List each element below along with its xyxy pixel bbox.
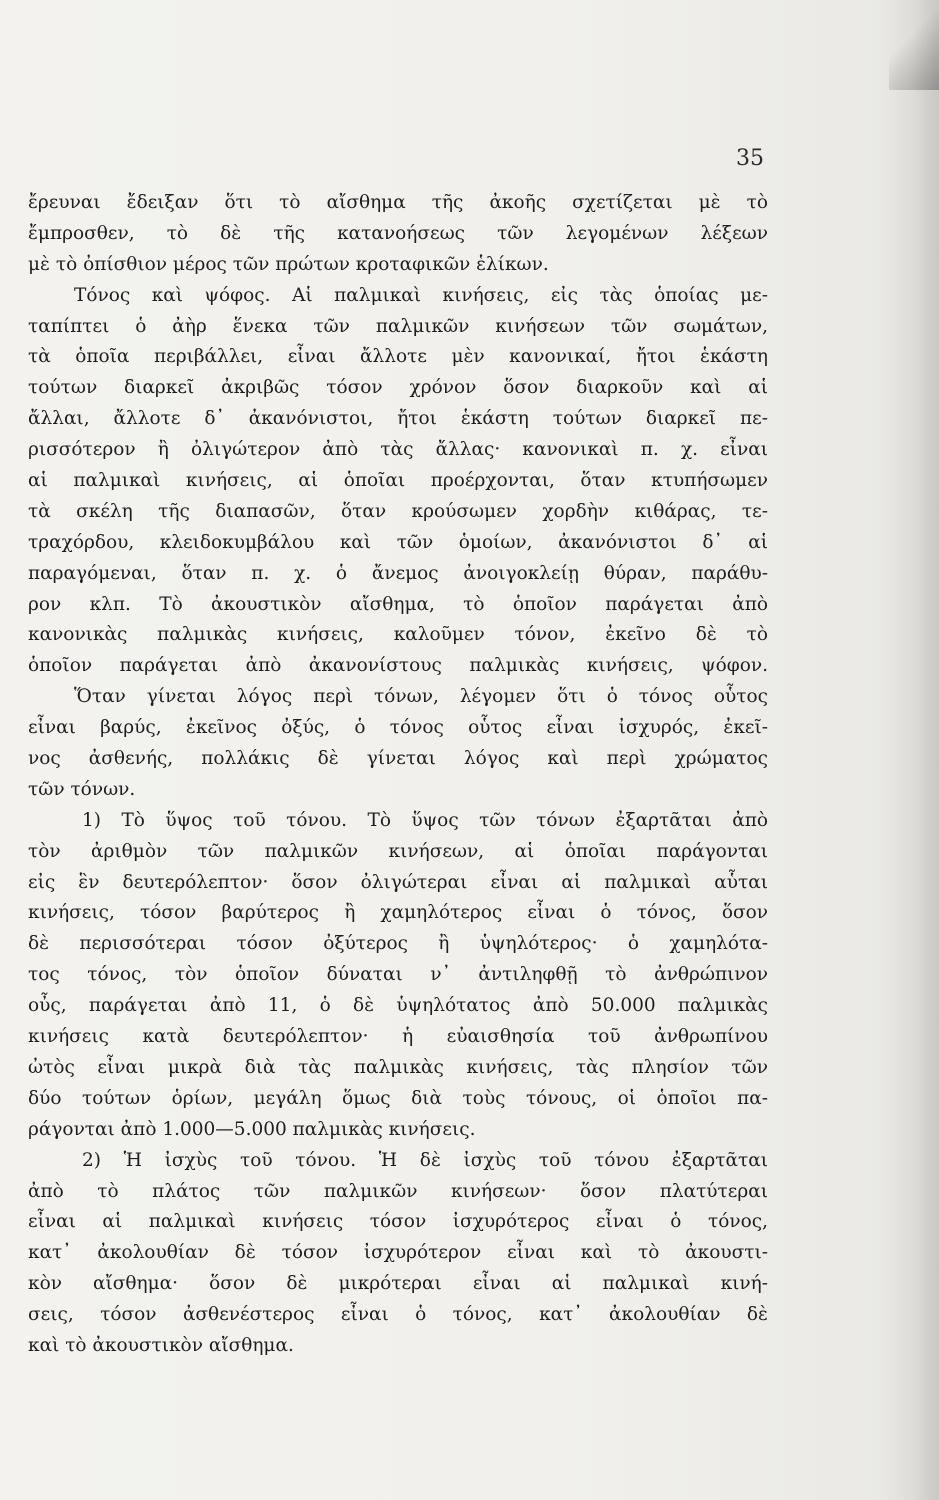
text-line: τὸν ἀριθμὸν τῶν παλμικῶν κινήσεων, αἱ ὁποῖαι παράγονται xyxy=(28,840,768,862)
text-line: δὲ περισσότεραι τόσον ὀξύτερος ἢ ὑψηλότερος· ὁ χαμηλότα- xyxy=(28,933,768,955)
text-line: νος ἀσθενής, πολλάκις δὲ γίνεται λόγος καὶ περὶ χρώματος xyxy=(28,748,768,770)
text-line: ρισσότερον ἢ ὀλιγώτερον ἀπὸ τὰς ἄλλας· κανονικαὶ π. χ. εἶναι xyxy=(28,439,768,461)
text-line: τούτων διαρκεῖ ἀκριβῶς τόσον χρόνον ὅσον διαρκοῦν καὶ αἱ xyxy=(28,377,768,399)
page-number: 35 xyxy=(736,146,764,171)
text-line: σεις, τόσον ἀσθενέστερος εἶναι ὁ τόνος, κατ᾽ ἀκολουθίαν δὲ xyxy=(28,1304,768,1326)
text-line: κανονικὰς παλμικὰς κινήσεις, καλοῦμεν τόνον, ἐκεῖνο δὲ τὸ xyxy=(28,624,768,646)
text-line: ταπίπτει ὁ ἀὴρ ἕνεκα τῶν παλμικῶν κινήσεων τῶν σωμάτων, xyxy=(28,315,768,337)
text-line: ἀπὸ τὸ πλάτος τῶν παλμικῶν κινήσεων· ὅσον πλατύτεραι xyxy=(28,1180,768,1202)
text-line: κινήσεις κατὰ δευτερόλεπτον· ἡ εὐαισθησία τοῦ ἀνθρωπίνου xyxy=(28,1026,768,1048)
page-corner-shadow xyxy=(889,0,939,90)
text-line: εἶναι βαρύς, ἐκεῖνος ὀξύς, ὁ τόνος οὗτος εἶναι ἰσχυρός, ἐκεῖ- xyxy=(28,717,768,739)
text-line: μὲ τὸ ὀπίσθιον μέρος τῶν πρώτων κροταφικῶν ἑλίκων. xyxy=(28,253,549,275)
text-line: καὶ τὸ ἀκουστικὸν αἴσθημα. xyxy=(28,1334,294,1356)
text-line: Τόνος καὶ ψόφος. Αἱ παλμικαὶ κινήσεις, εἰς τὰς ὁποίας με- xyxy=(74,284,768,306)
text-line: παραγόμεναι, ὅταν π. χ. ὁ ἄνεμος ἀνοιγοκλείῃ θύραν, παράθυ- xyxy=(28,562,768,584)
text-line: οὖς, παράγεται ἀπὸ 11, ὁ δὲ ὑψηλότατος ἀπὸ 50.000 παλμικὰς xyxy=(28,995,768,1017)
text-line: 1) Τὸ ὕψος τοῦ τόνου. Τὸ ὕψος τῶν τόνων ἐξαρτᾶται ἀπὸ xyxy=(82,809,768,831)
page-edge-shadow xyxy=(879,0,939,1500)
text-line: κινήσεις, τόσον βαρύτερος ἢ χαμηλότερος εἶναι ὁ τόνος, ὅσον xyxy=(28,902,768,924)
text-line: ράγονται ἀπὸ 1.000—5.000 παλμικὰς κινήσεις. xyxy=(28,1118,476,1140)
text-line: τῶν τόνων. xyxy=(28,778,136,800)
text-line: τὰ ὁποῖα περιβάλλει, εἶναι ἄλλοτε μὲν κανονικαί, ἤτοι ἑκάστη xyxy=(28,346,768,368)
text-line: αἱ παλμικαὶ κινήσεις, αἱ ὁποῖαι προέρχονται, ὅταν κτυπήσωμεν xyxy=(28,470,768,492)
text-line: κατ᾽ ἀκολουθίαν δὲ τόσον ἰσχυρότερον εἶναι καὶ τὸ ἀκουστι- xyxy=(28,1242,768,1264)
text-line: τος τόνος, τὸν ὁποῖον δύναται ν᾽ ἀντιληφθῇ τὸ ἀνθρώπινον xyxy=(28,964,768,986)
text-line: εἶναι αἱ παλμικαὶ κινήσεις τόσον ἰσχυρότερος εἶναι ὁ τόνος, xyxy=(28,1211,768,1233)
text-line: ὠτὸς εἶναι μικρὰ διὰ τὰς παλμικὰς κινήσεις, τὰς πλησίον τῶν xyxy=(28,1056,768,1078)
text-line: δύο τούτων ὁρίων, μεγάλη ὅμως διὰ τοὺς τόνους, οἱ ὁποῖοι πα- xyxy=(28,1087,768,1109)
body-text xyxy=(28,188,768,1362)
text-line: ἔμπροσθεν, τὸ δὲ τῆς κατανοήσεως τῶν λεγομένων λέξεων xyxy=(28,222,768,244)
text-line: ὁποῖον παράγεται ἀπὸ ἀκανονίστους παλμικὰς κινήσεις, ψόφον. xyxy=(28,655,768,677)
text-line: ἄλλαι, ἄλλοτε δ᾽ ἀκανόνιστοι, ἤτοι ἑκάστη τούτων διαρκεῖ πε- xyxy=(28,408,768,430)
text-line: ἔρευναι ἔδειξαν ὅτι τὸ αἴσθημα τῆς ἀκοῆς σχετίζεται μὲ τὸ xyxy=(28,192,768,213)
text-line: 2) Ἡ ἰσχὺς τοῦ τόνου. Ἡ δὲ ἰσχὺς τοῦ τόνου ἐξαρτᾶται xyxy=(82,1149,768,1171)
text-line: κὸν αἴσθημα· ὅσον δὲ μικρότεραι εἶναι αἱ παλμικαὶ κινή- xyxy=(28,1273,768,1295)
text-line: τὰ σκέλη τῆς διαπασῶν, ὅταν κρούσωμεν χορδὴν κιθάρας, τε- xyxy=(28,500,768,522)
text-line: ρον κλπ. Τὸ ἀκουστικὸν αἴσθημα, τὸ ὁποῖον παράγεται ἀπὸ xyxy=(28,593,768,615)
text-line: τραχόρδου, κλειδοκυμβάλου καὶ τῶν ὁμοίων, ἀκανόνιστοι δ᾽ αἱ xyxy=(28,531,768,553)
text-line: Ὅταν γίνεται λόγος περὶ τόνων, λέγομεν ὅτι ὁ τόνος οὗτος xyxy=(74,686,768,708)
text-line: εἰς ἓν δευτερόλεπτον· ὅσον ὀλιγώτεραι εἶναι αἱ παλμικαὶ αὗται xyxy=(28,871,768,893)
